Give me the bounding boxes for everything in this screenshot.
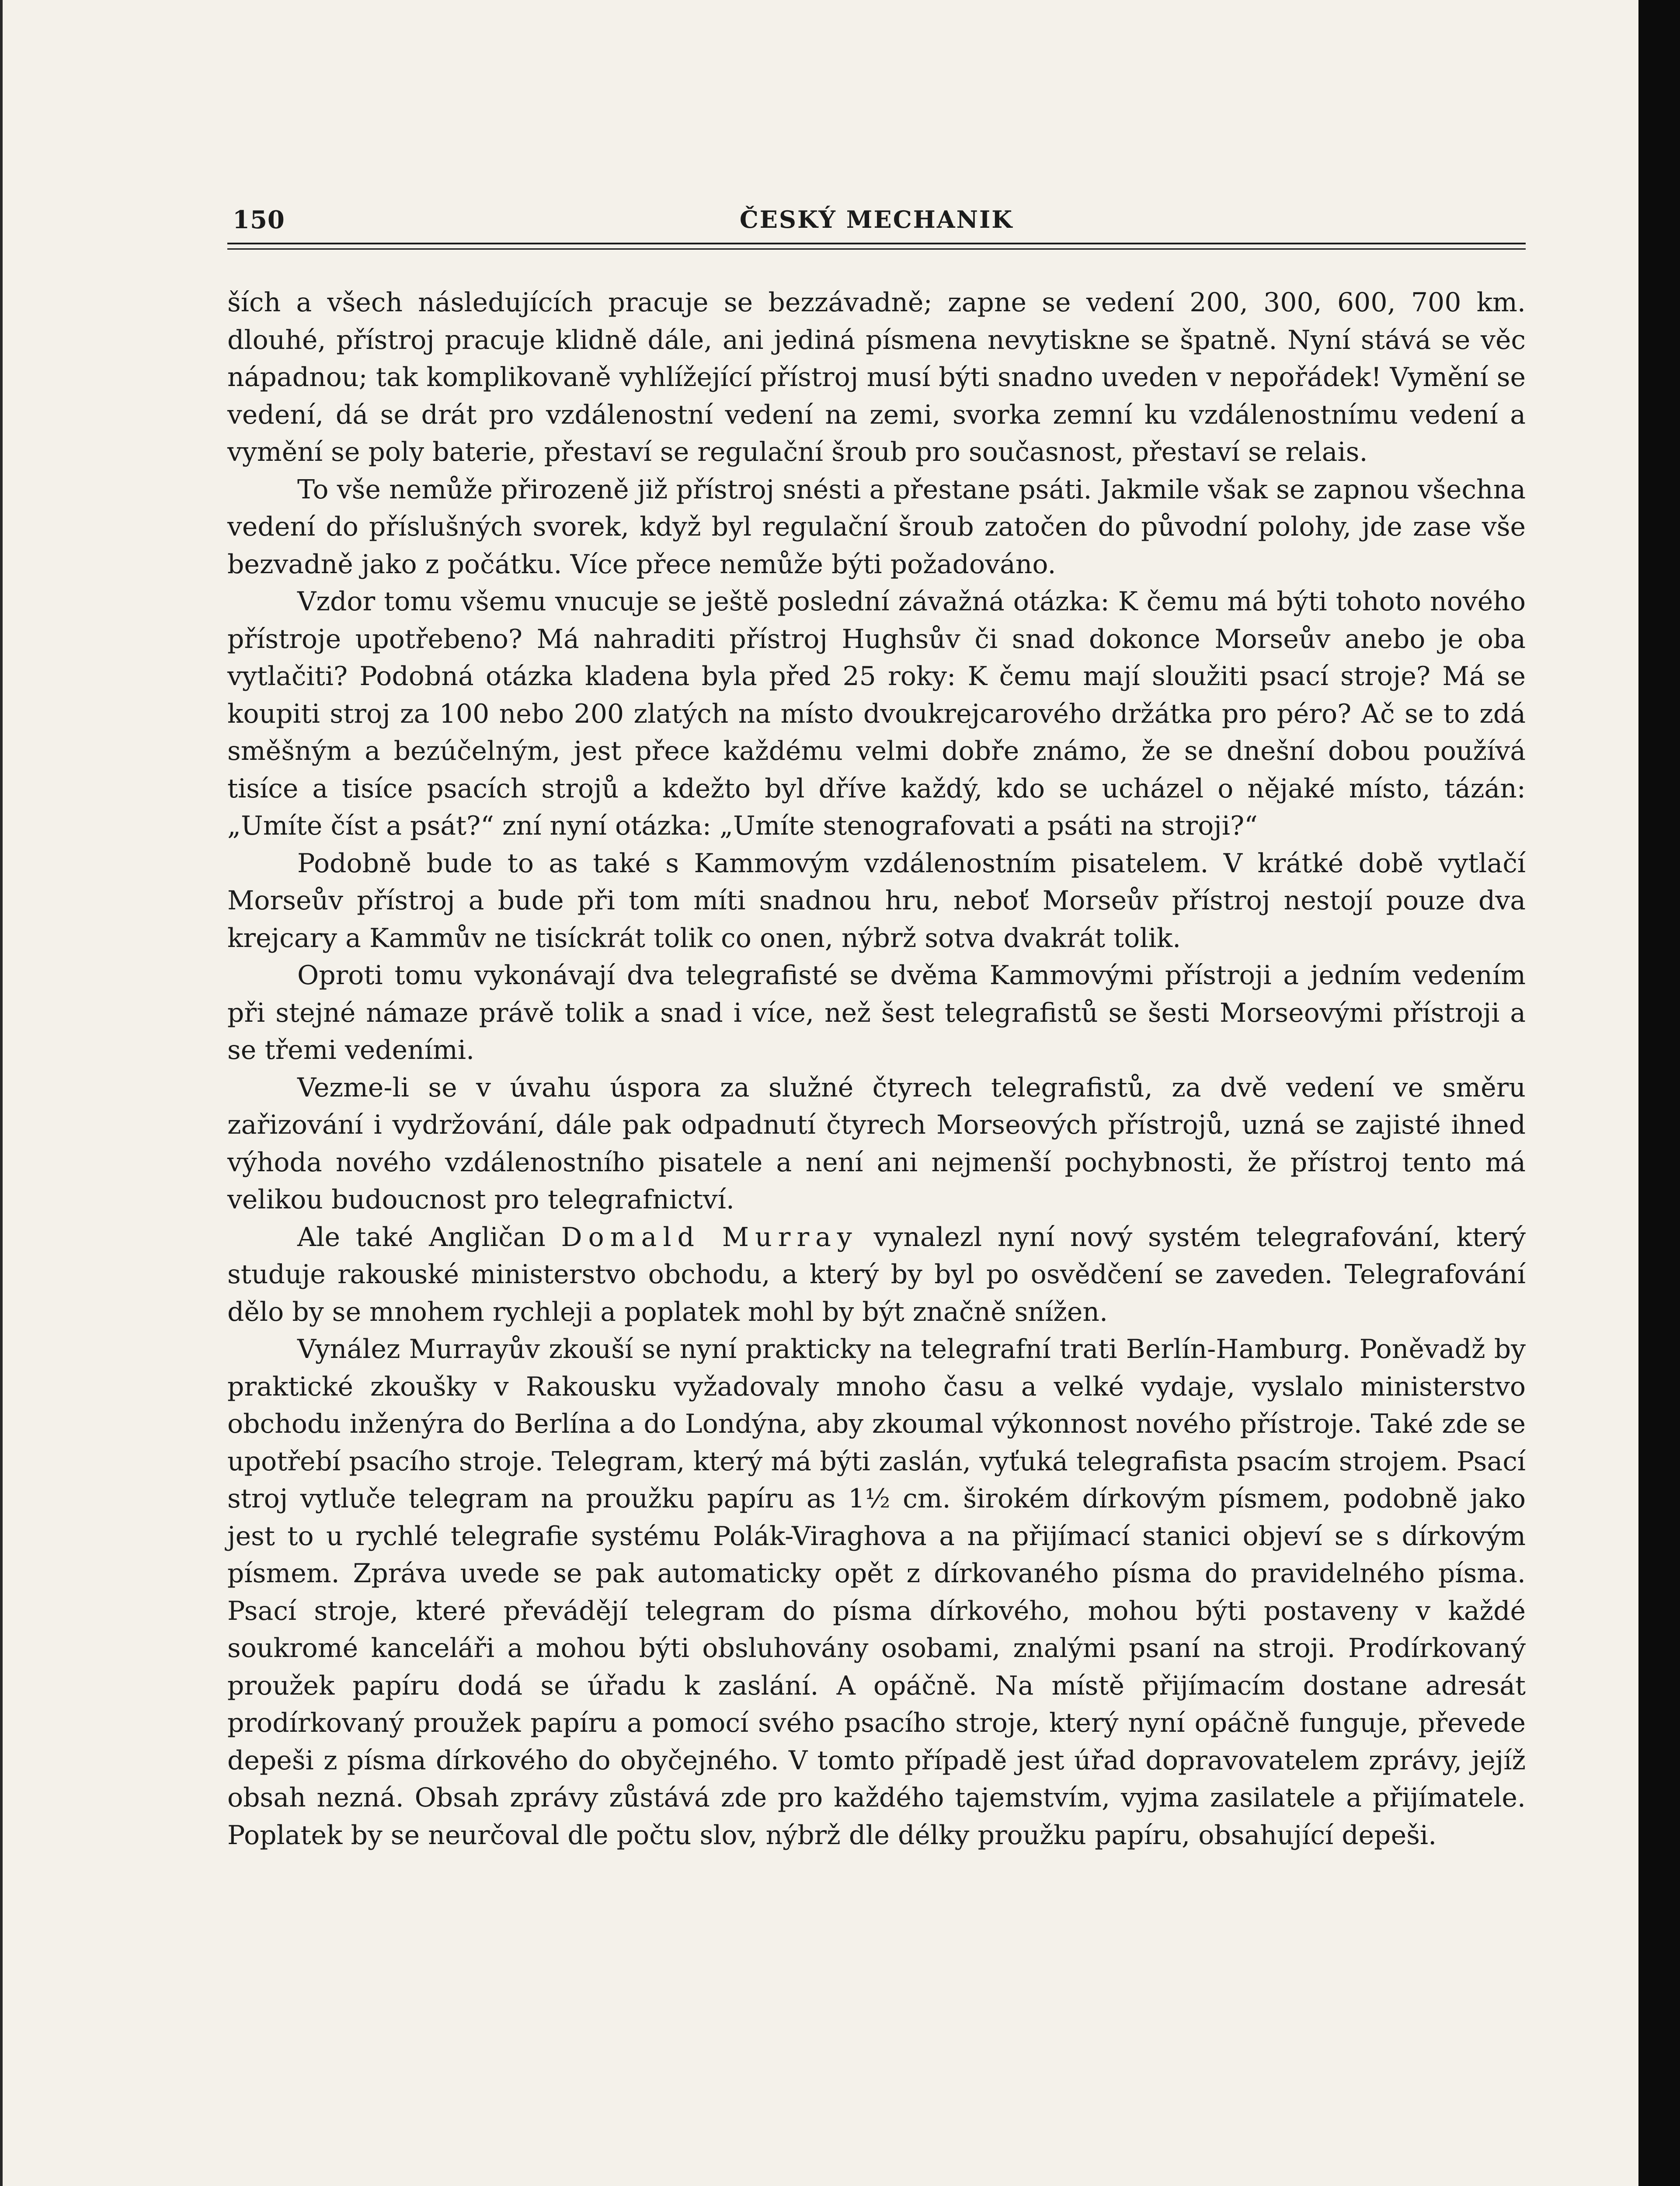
page-number: 150 bbox=[233, 205, 285, 234]
paragraph-7-lead: Ale také Angličan bbox=[297, 1222, 546, 1253]
paragraph-5: Oproti tomu vykonávají dva telegrafisté se dvěma Kammovými přístroji a jedním vedením při stejné námaze právě tolik a snad i více, než šest telegrafistů se šesti Morseovými přístroji a se třemi vedeními. bbox=[227, 960, 1526, 1065]
article-body bbox=[227, 284, 1526, 1854]
paragraph-8: Vynález Murrayův zkouší se nyní prakticky na telegrafní trati Berlín-Hamburg. Poněvadž by praktické zkoušky v Rakousku vyžadovaly mnoho času a velké vydaje, vyslalo ministerstvo obchodu inženýra do Berlína a do Londýna, aby zkoumal výkonnost nového přístroje. Také zde se upotřebí psacího stroje. Telegram, který má býti zaslán, vyťuká telegrafista psacím strojem. Psací stroj vytluče telegram na proužku papíru as 1½ cm. širokém dírkovým písmem, podobně jako jest to u rychlé telegrafie systému Polák-Viraghova a na přijímací stanici objeví se s dírkovým písmem. Zpráva uvede se pak automaticky opět z dírkovaného písma do pravidelného písma. Psací stroje, které převádějí telegram do písma dírkového, mohou býti postaveny v každé soukromé kanceláři a mohou býti obsluhovány osobami, znalými psaní na stroji. Prodírkovaný proužek papíru dodá se úřadu k zaslání. A opáčně. Na místě přijímacím dostane adresát prodírkovaný proužek papíru a pomocí svého psacího stroje, který nyní opáčně funguje, převede depeši z písma dírkového do obyčejného. V tomto případě jest úřad dopravovatelem zprávy, jejíž obsah nezná. Obsah zprávy zůstává zde pro každého tajemstvím, vyjma zasilatele a přijímatele. Poplatek by se neurčoval dle počtu slov, nýbrž dle délky proužku papíru, obsahující depeši. bbox=[227, 1334, 1526, 1851]
left-scan-edge bbox=[0, 0, 3, 2186]
paragraph-7-text: vynalezl nyní nový systém telegrafování, který studuje rakouské ministerstvo obchodu, a který by byl po osvědčení se zaveden. Telegrafování dělo by se mnohem rychleji a poplatek mohl by být značně snížen. bbox=[227, 1222, 1526, 1327]
paragraph-2: To vše nemůže přirozeně již přístroj snésti a přestane psáti. Jakmile však se zapnou všechna vedení do příslušných svorek, když byl regulační šroub zatočen do původní polohy, jde zase vše bezvadně jako z počátku. Více přece nemůže býti požadováno. bbox=[227, 474, 1526, 580]
paragraph-6: Vezme-li se v úvahu úspora za služné čtyrech telegrafistů, za dvě vedení ve směru zařizování i vydržování, dále pak odpadnutí čtyrech Morseových přístrojů, uzná se zajisté ihned výhoda nového vzdálenostního pisatele a není ani nejmenší pochybnosti, že přístroj tento má velikou budoucnost pro telegrafnictví. bbox=[227, 1072, 1526, 1215]
running-title: ČESKÝ MECHANIK bbox=[739, 205, 1014, 233]
paragraph-3: Vzdor tomu všemu vnucuje se ještě poslední závažná otázka: K čemu má býti tohoto nového přístroje upotřebeno? Má nahraditi přístroj Hughsův či snad dokonce Morseův anebo je oba vytlačiti? Podobná otázka kladena byla před 25 roky: K čemu mají sloužiti psací stroje? Má se koupiti stroj za 100 nebo 200 zlatých na místo dvoukrejcarového držátka pro péro? Ač se to zdá směšným a bezúčelným, jest přece každému velmi dobře známo, že se dnešní dobou používá tisíce a tisíce psacích strojů a kdežto byl dříve každý, kdo se ucházel o nějaké místo, tázán: „Umíte číst a psát?“ zní nyní otázka: „Umíte stenografovati a psáti na stroji?“ bbox=[227, 586, 1526, 841]
page-header bbox=[227, 205, 1526, 240]
paragraph-1: ších a všech následujících pracuje se bezzávadně; zapne se vedení 200, 300, 600, 700 km. dlouhé, přístroj pracuje klidně dále, ani jediná písmena nevytiskne se špatně. Nyní stává se věc nápadnou; tak komplikovaně vyhlížející přístroj musí býti snadno uveden v nepořádek! Vymění se vedení, dá se drát pro vzdálenostní vedení na zemi, svorka zemní ku vzdálenostnímu vedení a vymění se poly baterie, přestaví se regulační šroub pro současnost, přestaví se relais. bbox=[227, 287, 1526, 467]
paragraph-7 bbox=[227, 1219, 1526, 1331]
inventor-name: Domald Murray bbox=[561, 1222, 858, 1253]
header-double-rule bbox=[227, 243, 1526, 250]
paragraph-4: Podobně bude to as také s Kammovým vzdálenostním pisatelem. V krátké době vytlačí Morseův přístroj a bude při tom míti snadnou hru, neboť Morseův přístroj nestojí pouze dva krejcary a Kammův ne tisíckrát tolik co onen, nýbrž sotva dvakrát tolik. bbox=[227, 848, 1526, 954]
right-scan-border bbox=[1638, 0, 1680, 2186]
